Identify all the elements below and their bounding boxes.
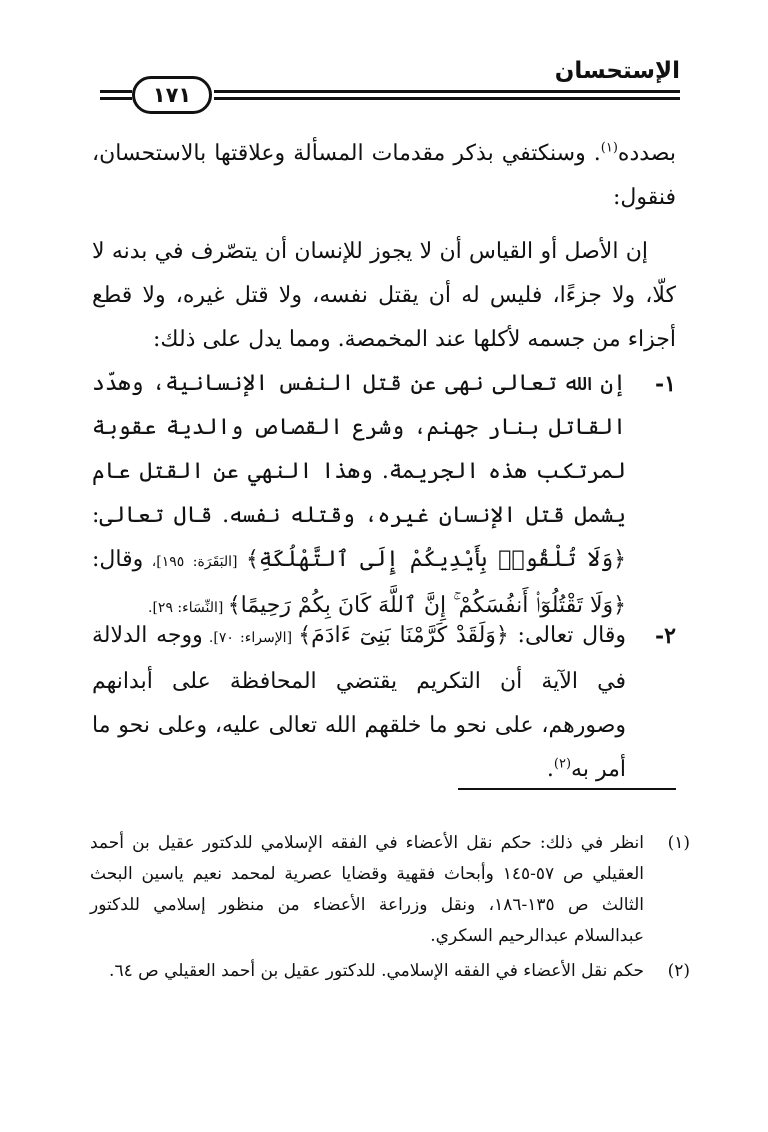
footnote-text: انظر في ذلك: حكم نقل الأعضاء في الفقه الإسلامي للدكتور عقيل بن أحمد العقيلي ص ٥٧-١٤٥ وأبحاث فقهية وقضايا عصرية لمحمد نعيم ياسين البحث الثالث ص ١٣٥-١٨٦، ونقل وزراعة الأعضاء من منظور إسلامي للدكتور عبدالسلام عبدالرحيم السكري. bbox=[90, 833, 644, 946]
item-1-text-a: إن الله تعالى نهى عن قتل النفس الإنسانية، وهدّد القاتل بنار جهنم، وشرع القصاص والدية عقوبة لمرتكب هذه الجريمة. وهذا النهي عن القتل عام يشمل قتل الإنسان غيره، وقتله نفسه. قال تعالى: bbox=[92, 371, 626, 528]
item-1-text-b: وقال: bbox=[92, 547, 144, 572]
verse-reference: [البَقَرَة: ١٩٥]، bbox=[143, 554, 247, 570]
footnote-number: (١) bbox=[667, 833, 690, 853]
quran-verse: ﴿وَلَا تُلْقُوا۟ بِأَيْدِيكُمْ إِلَى ٱلتَّهْلُكَةِ﴾ bbox=[246, 547, 626, 572]
footnote-ref-2: (٢) bbox=[553, 756, 572, 772]
page-number-badge: ١٧١ bbox=[132, 76, 212, 114]
list-item-number: ١- bbox=[655, 371, 676, 397]
quran-verse: ﴿وَلَا تَقْتُلُوٓا۟ أَنفُسَكُمْ ۚ إِنَّ ٱللَّهَ كَانَ بِكُمْ رَحِيمًا﴾ bbox=[227, 593, 626, 618]
footnote-ref-1: (١) bbox=[600, 140, 618, 156]
paragraph-intro-text: بصدده bbox=[617, 141, 676, 166]
list-item-text bbox=[92, 362, 626, 630]
paragraph-intro-rest: . وسنكتفي بذكر مقدمات المسألة وعلاقتها بالاستحسان، فنقول: bbox=[92, 141, 676, 210]
footnote-text: حكم نقل الأعضاء في الفقه الإسلامي. للدكتور عقيل بن أحمد العقيلي ص ٦٤. bbox=[109, 961, 644, 981]
running-title: الإستحسان bbox=[554, 58, 680, 84]
verse-reference: [النِّسَاء: ٢٩]. bbox=[148, 600, 228, 616]
item-2-text-b: ووجه الدلالة في الآية أن التكريم يقتضي المحافظة على أبدانهم وصورهم، على نحو ما خلقهم الله تعالى عليه، وعلى نحو ما أمر به bbox=[92, 623, 626, 782]
list-item-text bbox=[92, 614, 626, 792]
header-rule-left-top bbox=[100, 90, 132, 93]
footnote-separator bbox=[458, 788, 676, 790]
footnote-number: (٢) bbox=[667, 961, 690, 981]
item-2-text-a: وقال تعالى: bbox=[508, 623, 626, 648]
item-2-text-c: . bbox=[546, 757, 554, 782]
list-item-number: ٢- bbox=[655, 623, 676, 649]
paragraph-principle: إن الأصل أو القياس أن لا يجوز للإنسان أن يتصّرف في بدنه لا كلّا، ولا جزءًا، فليس له أن يقتل نفسه، ولا قتل غيره، ولا قطع أجزاء من جسمه لأكلها عند المخمصة. ومما يدل على ذلك: bbox=[92, 239, 676, 352]
verse-reference: [الإسراء: ٧٠]. bbox=[202, 630, 299, 646]
quran-verse: ﴿وَلَقَدْ كَرَّمْنَا بَنِىٓ ءَادَمَ﴾ bbox=[298, 623, 509, 648]
header-rule-top bbox=[214, 90, 680, 93]
header-rule-left-bottom bbox=[100, 97, 132, 100]
header-rule-bottom bbox=[214, 97, 680, 100]
paragraph-intro bbox=[92, 132, 676, 220]
